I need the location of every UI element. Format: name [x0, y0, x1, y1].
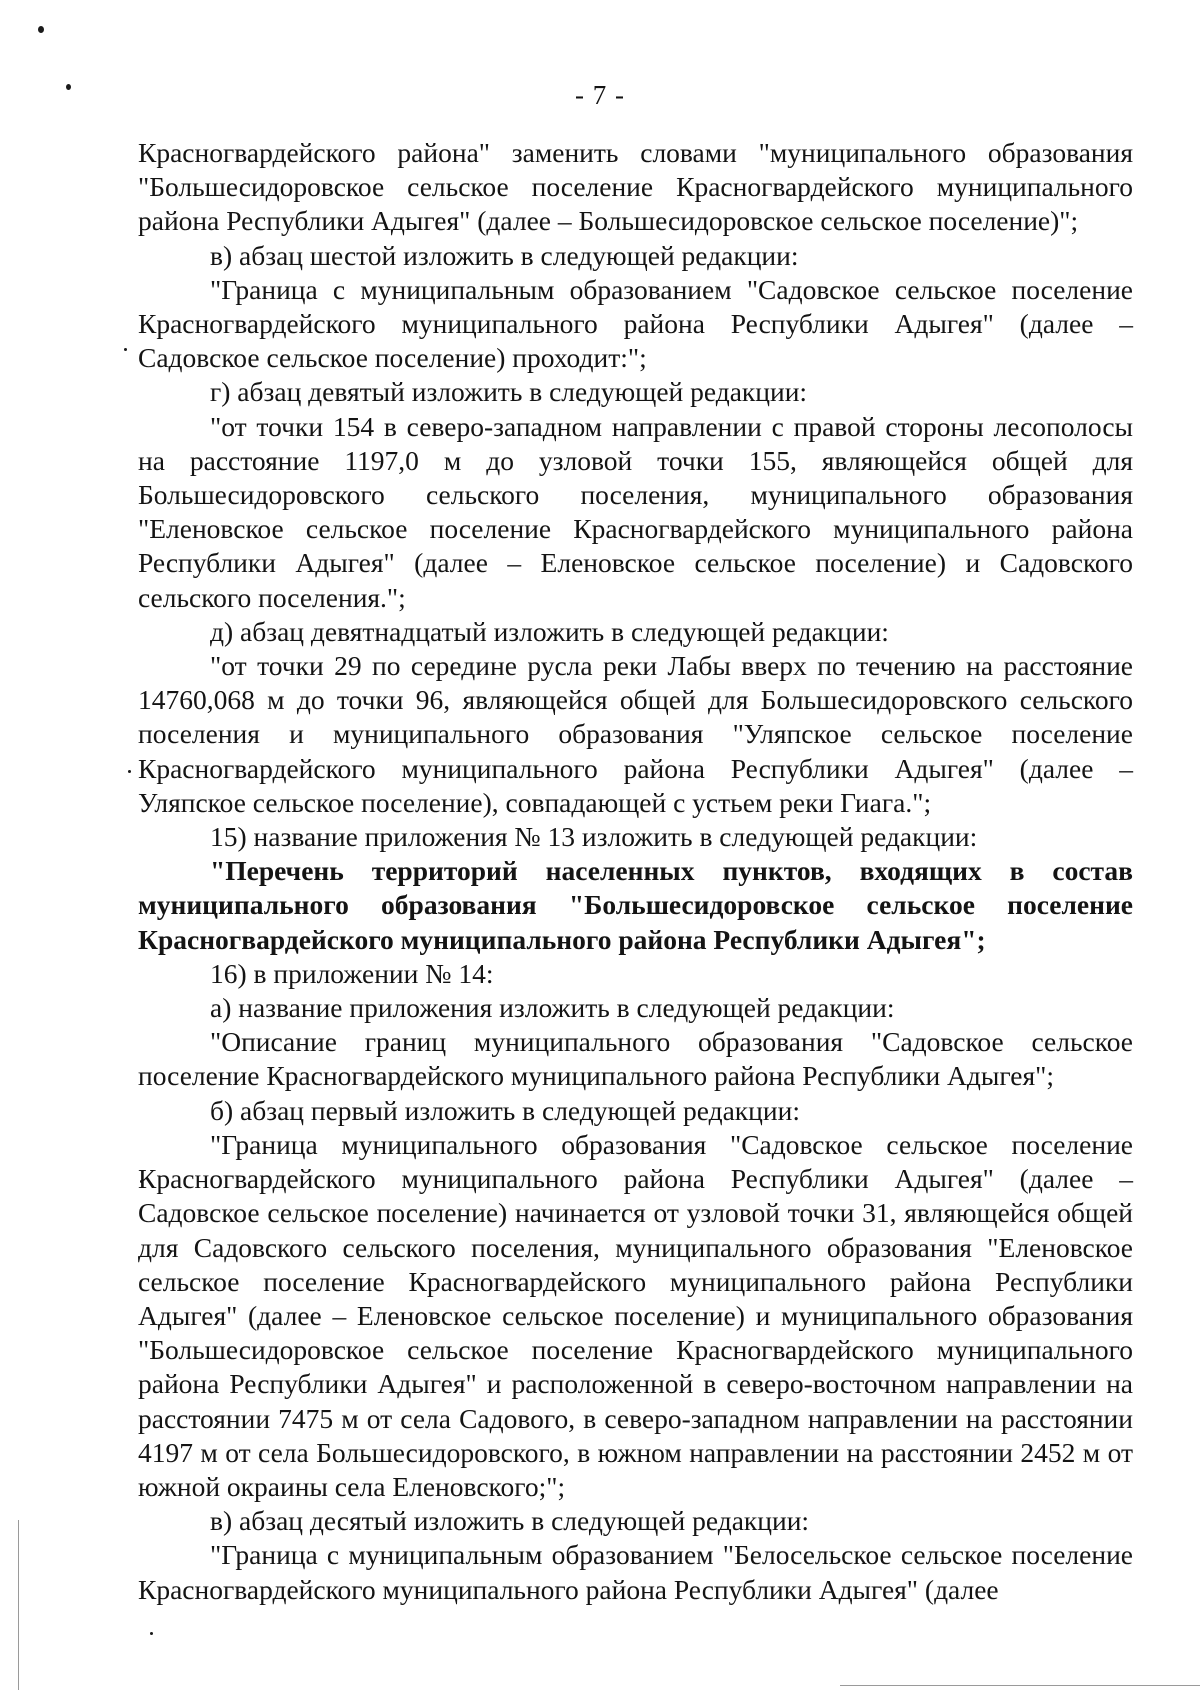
paragraph: г) абзац девятый изложить в следующей редакции:	[210, 376, 808, 408]
scan-speck	[38, 26, 44, 33]
scan-edge-line	[18, 1520, 19, 1690]
paragraph: д) абзац девятнадцатый изложить в следующей редакции:	[210, 615, 889, 647]
paragraph: в) абзац шестой изложить в следующей редакции:	[210, 239, 799, 271]
scan-speck	[124, 348, 127, 351]
paragraph: б) абзац первый изложить в следующей редакции:	[210, 1094, 800, 1126]
bold-paragraph-heading: "Перечень территорий населенных пунктов, входящих в состав муниципального образования "Большесидоровское сельское поселение Красногвардейского муниципального района Республики Адыгея";	[138, 855, 1133, 955]
paragraph: 16) в приложении № 14:	[210, 957, 494, 989]
paragraph: а) название приложения изложить в следующей редакции:	[210, 992, 895, 1024]
paragraph: "Граница с муниципальным образованием "Белосельское сельское поселение Красногвардейского муниципального района Республики Адыгея" (далее	[138, 1539, 1133, 1605]
scan-speck	[128, 770, 131, 773]
paragraph: "Граница муниципального образования "Садовское сельское поселение Красногвардейского муниципального района Республики Адыгея" (далее – Садовское сельское поселение) начинается от узловой точки 31, являющейся общей для Садовского сельского поселения, муниципального образования "Еленовское сельское поселение Красногвардейского муниципального района Республики Адыгея" (далее – Еленовское сельское поселение) и муниципального образования "Большесидоровское сельское поселение Красногвардейского муниципального района Республики Адыгея" и расположенной в северо-восточном направлении на расстоянии 7475 м от села Садового, в северо-западном направлении на расстоянии 4197 м от села Большесидоровского, в южном направлении на расстоянии 2452 м от южной окраины села Еленовского;";	[138, 1128, 1133, 1502]
paragraph: "от точки 154 в северо-западном направлении с правой стороны лесополосы на расстояние 1197,0 м до узловой точки 155, являющейся общей для Большесидоровского сельского поселения, муниципального образования "Еленовское сельское поселение Красногвардейского муниципального района Республики Адыгея" (далее – Еленовское сельское поселение) и Садовского сельского поселения.";	[138, 410, 1133, 613]
paragraph: "Граница с муниципальным образованием "Садовское сельское поселение Красногвардейского муниципального района Республики Адыгея" (далее – Садовское сельское поселение) проходит:";	[138, 273, 1133, 374]
page-number: - 7 -	[575, 80, 625, 110]
paragraph: в) абзац десятый изложить в следующей редакции:	[210, 1505, 810, 1537]
scan-edge-line	[840, 1685, 1200, 1686]
paragraph: 15) название приложения № 13 изложить в следующей редакции:	[210, 821, 978, 853]
scan-speck	[150, 1632, 153, 1635]
paragraph: "от точки 29 по середине русла реки Лабы вверх по течению на расстояние 14760,068 м до точки 96, являющейся общей для Большесидоровского сельского поселения и муниципального образования "Уляпское сельское поселение Красногвардейского муниципального района Республики Адыгея" (далее – Уляпское сельское поселение), совпадающей с устьем реки Гиага.";	[138, 650, 1133, 818]
document-body	[138, 136, 1133, 1607]
paragraph: "Описание границ муниципального образования "Садовское сельское поселение Красногвардейского муниципального района Республики Адыгея";	[138, 1026, 1133, 1092]
paragraph: Красногвардейского района" заменить словами "муниципального образования "Большесидоровское сельское поселение Красногвардейского муниципального района Республики Адыгея" (далее – Большесидоровское сельское поселение)";	[138, 137, 1133, 237]
